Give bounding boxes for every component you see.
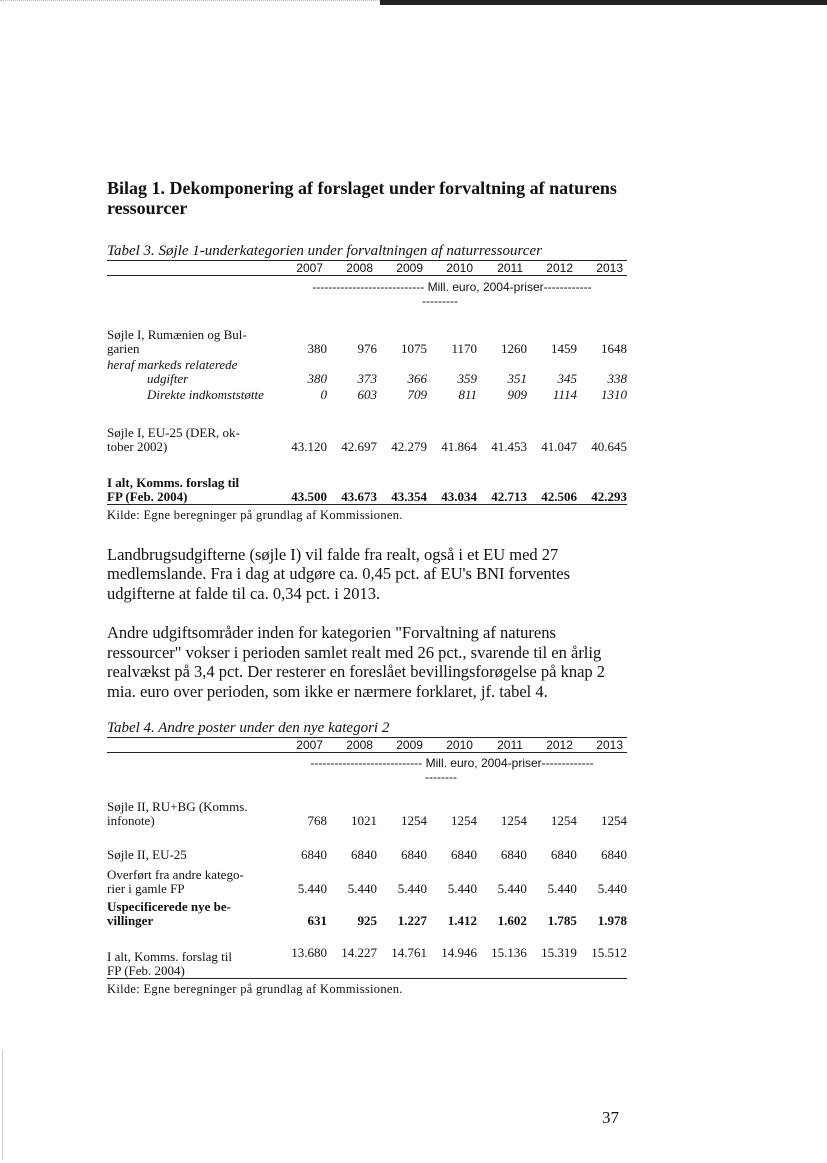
table-cell: 1254	[500, 813, 527, 828]
table-cell: 6840	[550, 847, 577, 862]
page-title: Bilag 1. Dekomponering af forslaget under forvaltning af naturens ressourcer	[107, 178, 617, 218]
year-header: 2010	[446, 738, 473, 752]
table-cell: 1.227	[397, 913, 427, 928]
table-cell: 43.034	[441, 488, 477, 504]
table-cell: 373	[357, 371, 377, 386]
table-cell: 380	[307, 341, 327, 356]
year-header: 2008	[346, 261, 373, 275]
unit-line-cont: --------	[425, 770, 457, 784]
row-label: Uspecificerede nye be-	[107, 899, 231, 914]
table3	[107, 260, 627, 505]
table-cell: 1.978	[597, 913, 627, 928]
unit-line-cont: ---------	[422, 294, 458, 308]
table-cell: 359	[457, 371, 477, 386]
year-header: 2009	[396, 261, 423, 275]
row-label: rier i gamle FP	[107, 881, 185, 896]
table-cell: 1254	[450, 813, 477, 828]
row-label: udgifter	[147, 371, 189, 386]
year-header: 2011	[497, 261, 523, 275]
table-cell: 42.279	[391, 439, 427, 454]
year-header: 2012	[546, 261, 573, 275]
row-label: Søjle II, RU+BG (Komms.	[107, 799, 248, 814]
table3-unit-row	[107, 276, 627, 309]
table3-header-row	[107, 261, 627, 276]
table-cell: 603	[357, 387, 377, 402]
table-row-total	[107, 454, 627, 504]
table-cell: 15.136	[491, 944, 527, 960]
table-row	[107, 402, 627, 454]
year-header: 2012	[546, 738, 573, 752]
paragraph: Landbrugsudgifterne (søjle I) vil falde fra realt, også i et EU med 27 medlemslande. Fra i dag at udgøre ca. 0,45 pct. af EU's BNI forventes udgifterne at falde til ca. 0,34 pct. i 2013.	[107, 544, 570, 603]
table-row	[107, 386, 627, 402]
table-cell: 5.440	[497, 881, 527, 896]
table-cell: 345	[557, 371, 577, 386]
table-cell: 5.440	[397, 881, 427, 896]
top-rule	[380, 0, 827, 5]
table-cell: 6840	[601, 847, 627, 862]
row-label: Søjle I, Rumænien og Bul-	[107, 327, 247, 342]
year-header: 2011	[497, 738, 523, 752]
row-label: FP (Feb. 2004)	[107, 488, 188, 504]
row-label: Overført fra andre katego-	[107, 867, 244, 882]
table-cell: 1.785	[547, 913, 577, 928]
year-header: 2009	[396, 738, 423, 752]
table-cell: 1075	[401, 341, 427, 356]
table-cell: 41.864	[441, 439, 477, 454]
table-row	[107, 862, 627, 896]
page-number: 37	[602, 1108, 619, 1127]
table-cell: 42.697	[341, 439, 377, 454]
table-row	[107, 308, 627, 356]
table-cell: 6840	[450, 847, 477, 862]
row-label: tober 2002)	[107, 439, 168, 454]
table-cell: 43.120	[291, 439, 327, 454]
row-label: Søjle I, EU-25 (DER, ok-	[107, 425, 240, 440]
paragraph: Andre udgiftsområder inden for kategorien "Forvaltning af naturens ressourcer" vokser i perioden samlet realt med 26 pct., svarende til en årlig realvækst på 3,4 pct. Der resterer en foreslået bevillingsforøgelse på knap 2 mia. euro over perioden, som ikke er nærmere forklaret, jf. tabel 4.	[107, 623, 606, 701]
table-cell: 1254	[601, 813, 627, 828]
table-cell: 976	[357, 341, 377, 356]
table-cell: 925	[357, 913, 377, 928]
table-cell: 42.713	[491, 488, 527, 504]
margin-line	[2, 1050, 3, 1160]
row-label: FP (Feb. 2004)	[107, 962, 185, 978]
table-cell: 5.440	[447, 881, 477, 896]
table-cell: 1648	[601, 341, 627, 356]
table-cell: 811	[458, 387, 477, 402]
table-cell: 366	[407, 371, 427, 386]
table-cell: 1170	[451, 341, 477, 356]
table-cell: 1260	[501, 341, 527, 356]
table-cell: 1459	[551, 341, 577, 356]
row-label: garien	[107, 341, 140, 356]
table-row	[107, 356, 627, 386]
year-header: 2013	[596, 261, 623, 275]
table-cell: 43.673	[341, 488, 377, 504]
table-cell: 6840	[500, 847, 527, 862]
table-cell: 0	[320, 387, 327, 402]
table4	[107, 737, 627, 979]
table-cell: 1.412	[447, 913, 477, 928]
table-cell: 14.227	[341, 944, 377, 960]
page-content	[107, 178, 627, 997]
table4-source: Kilde: Egne beregninger på grundlag af Kommissionen.	[107, 981, 403, 996]
table4-caption: Tabel 4. Andre poster under den nye kategori 2	[107, 720, 390, 736]
row-label: Søjle II, EU-25	[107, 847, 187, 862]
year-header: 2007	[296, 738, 323, 752]
table-cell: 909	[507, 387, 527, 402]
table-row	[107, 784, 627, 828]
table-row	[107, 828, 627, 862]
row-label: heraf markeds relaterede	[107, 357, 238, 372]
table-row	[107, 896, 627, 928]
table-cell: 14.761	[391, 944, 427, 960]
table-cell: 13.680	[291, 944, 327, 960]
table-cell: 15.319	[541, 944, 577, 960]
table-cell: 1310	[601, 387, 627, 402]
table-cell: 338	[607, 371, 627, 386]
table-cell: 41.047	[541, 439, 577, 454]
table-cell: 5.440	[347, 881, 377, 896]
table-cell: 1021	[350, 813, 377, 828]
table-cell: 1.602	[497, 913, 527, 928]
table-cell: 631	[307, 913, 327, 928]
table3-caption: Tabel 3. Søjle 1-underkategorien under forvaltningen af naturressourcer	[107, 243, 542, 259]
year-header: 2013	[596, 738, 623, 752]
table3-source: Kilde: Egne beregninger på grundlag af Kommissionen.	[107, 507, 403, 522]
row-label: I alt, Komms. forslag til	[107, 474, 240, 490]
row-label: I alt, Komms. forslag til	[107, 948, 232, 964]
table-cell: 15.512	[591, 944, 627, 960]
table-cell: 351	[507, 371, 527, 386]
table-cell: 6840	[350, 847, 377, 862]
table-cell: 5.440	[297, 881, 327, 896]
top-scan-artifact	[0, 0, 380, 3]
unit-line: ---------------------------- Mill. euro, 2004-priser-------------	[310, 756, 594, 770]
table-cell: 768	[307, 813, 327, 828]
row-label: Direkte indkomststøtte	[147, 387, 264, 402]
table4-unit-row	[107, 753, 627, 785]
table-cell: 1254	[550, 813, 577, 828]
table-cell: 43.500	[291, 488, 327, 504]
table-row-total	[107, 928, 627, 978]
table-cell: 5.440	[547, 881, 577, 896]
table-cell: 1114	[552, 387, 577, 402]
unit-line: ---------------------------- Mill. euro, 2004-priser------------	[312, 280, 592, 294]
table-cell: 6840	[400, 847, 427, 862]
year-header: 2010	[446, 261, 473, 275]
table-cell: 709	[407, 387, 427, 402]
table-cell: 5.440	[597, 881, 627, 896]
row-label: villinger	[107, 913, 154, 928]
table-cell: 14.946	[441, 944, 477, 960]
table-cell: 6840	[300, 847, 327, 862]
table-cell: 42.293	[591, 488, 627, 504]
table-cell: 42.506	[541, 488, 577, 504]
year-header: 2007	[296, 261, 323, 275]
table-cell: 41.453	[491, 439, 527, 454]
table-cell: 1254	[400, 813, 427, 828]
year-header: 2008	[346, 738, 373, 752]
row-label: infonote)	[107, 813, 155, 828]
table-cell: 380	[307, 371, 327, 386]
table-cell: 40.645	[591, 439, 627, 454]
table-cell: 43.354	[391, 488, 427, 504]
table4-header-row	[107, 738, 627, 753]
